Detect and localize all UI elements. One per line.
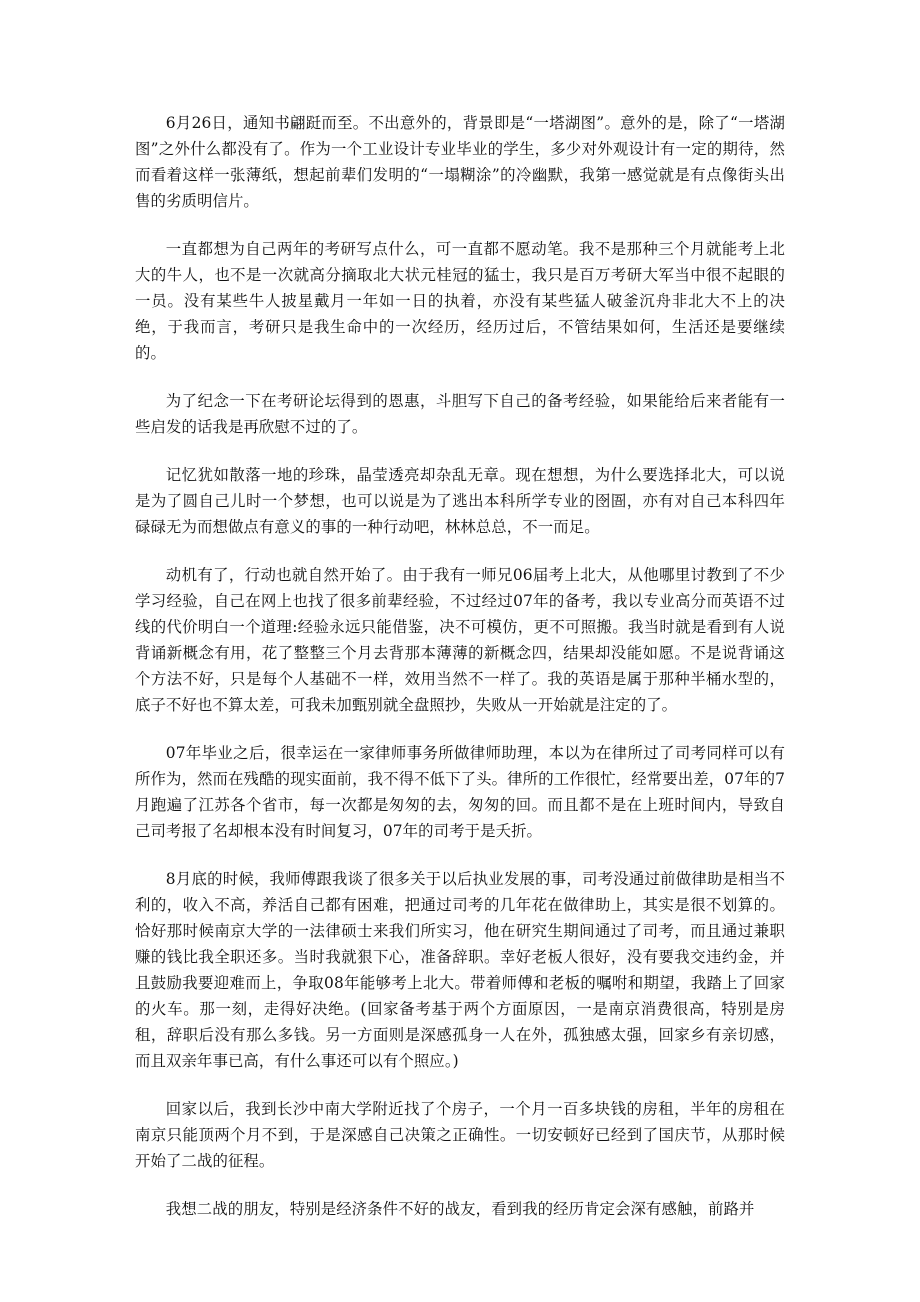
paragraph-4: 记忆犹如散落一地的珍珠，晶莹透亮却杂乱无章。现在想想，为什么要选择北大，可以说是为了圆自己儿时一个梦想，也可以说是为了逃出本科所学专业的囹圄，亦有对自己本科四年碌碌无为而想做点有意义的事的一种行动吧，林林总总，不一而足。 [135, 466, 785, 536]
paragraph-1: 6月26日，通知书翩跹而至。不出意外的，背景即是“一塔湖图”。意外的是，除了“一塔湖图”之外什么都没有了。作为一个工业设计专业毕业的学生，多少对外观设计有一定的期待，然而看着这样一张薄纸，想起前辈们发明的“一塌糊涂”的冷幽默，我第一感觉就是有点像街头出售的劣质明信片。 [135, 114, 785, 210]
paragraph-8: 回家以后，我到长沙中南大学附近找了个房子，一个月一百多块钱的房租，半年的房租在南京只能顶两个月不到，于是深感自己决策之正确性。一切安顿好已经到了国庆节，从那时候开始了二战的征程。 [135, 1100, 785, 1170]
paragraph-5: 动机有了，行动也就自然开始了。由于我有一师兄06届考上北大，从他哪里讨教到了不少学习经验，自己在网上也找了很多前辈经验，不过经过07年的备考，我以专业高分而英语不过线的代价明白一个道理:经验永远只能借鉴，决不可模仿，更不可照搬。我当时就是看到有人说背诵新概念有用，花了整整三个月去背那本薄薄的新概念四，结果却没能如愿。不是说背诵这个方法不好，只是每个人基础不一样，效用当然不一样了。我的英语是属于那种半桶水型的，底子不好也不算太差，可我未加甄别就全盘照抄，失败从一开始就是注定的了。 [135, 566, 785, 714]
paragraph-9: 我想二战的朋友，特别是经济条件不好的战友，看到我的经历肯定会深有感触，前路并 [165, 1200, 755, 1218]
document-body [135, 110, 785, 1244]
paragraph-3: 为了纪念一下在考研论坛得到的恩惠，斗胆写下自己的备考经验，如果能给后来者能有一些启发的话我是再欣慰不过的了。 [135, 392, 785, 436]
paragraph-7: 8月底的时候，我师傅跟我谈了很多关于以后执业发展的事，司考没通过前做律助是相当不利的，收入不高，养活自己都有困难，把通过司考的几年花在做律助上，其实是很不划算的。恰好那时候南京大学的一法律硕士来我们所实习，他在研究生期间通过了司考，而且通过兼职赚的钱比我全职还多。当时我就狠下心，准备辞职。幸好老板人很好，没有要我交违约金，并且鼓励我要迎难而上，争取08年能够考上北大。带着师傅和老板的嘱咐和期望，我踏上了回家的火车。那一刻，走得好决绝。(回家备考基于两个方面原因，一是南京消费很高，特别是房租，辞职后没有那么多钱。另一方面则是深感孤身一人在外，孤独感太强，回家乡有亲切感，而且双亲年事已高，有什么事还可以有个照应。) [135, 870, 785, 1070]
paragraph-6: 07年毕业之后，很幸运在一家律师事务所做律师助理，本以为在律所过了司考同样可以有所作为，然而在残酷的现实面前，我不得不低下了头。律所的工作很忙，经常要出差，07年的7月跑遍了江苏各个省市，每一次都是匆匆的去，匆匆的回。而且都不是在上班时间内，导致自己司考报了名却根本没有时间复习，07年的司考于是夭折。 [135, 744, 785, 840]
paragraph-2: 一直都想为自己两年的考研写点什么，可一直都不愿动笔。我不是那种三个月就能考上北大的牛人，也不是一次就高分摘取北大状元桂冠的猛士，我只是百万考研大军当中很不起眼的一员。没有某些牛人披星戴月一年如一日的执着，亦没有某些猛人破釜沉舟非北大不上的决绝，于我而言，考研只是我生命中的一次经历，经历过后，不管结果如何，生活还是要继续的。 [135, 240, 785, 362]
